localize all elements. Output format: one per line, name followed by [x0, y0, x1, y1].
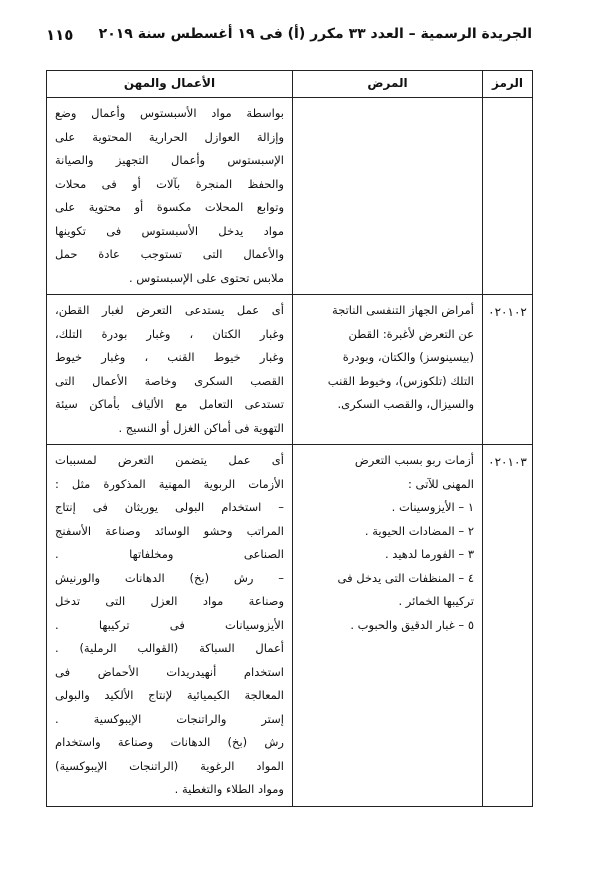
disease-description	[293, 295, 483, 445]
work-description	[47, 98, 293, 295]
disease-line: والسيزال، والقصب السكرى.	[337, 397, 474, 411]
occupational-diseases-table	[46, 70, 533, 807]
work-line: مواد يدخل الأسبستوس فى تكوينها	[55, 223, 284, 238]
work-line: ومواد الطلاء والتغطية .	[174, 782, 284, 796]
disease-line: ٢ – المضادات الحيوية .	[364, 523, 474, 538]
disease-line: أمراض الجهاز التنفسى الناتجة	[331, 303, 474, 317]
work-line: وصناعة مواد العزل التى تدخل	[55, 594, 284, 608]
disease-line: تركيبها الخمائر .	[398, 594, 474, 608]
work-line: أى عمل يتضمن التعرض لمسببات	[55, 453, 284, 467]
column-header-code: الرمز	[483, 71, 533, 98]
table-row	[47, 98, 533, 295]
disease-line: أزمات ربو بسبب التعرض	[354, 453, 474, 467]
page-number: ١١٥	[46, 26, 74, 44]
table-row	[47, 295, 533, 445]
work-description	[47, 445, 293, 807]
work-line: أعمال السباكة (القوالب الرملية) .	[55, 641, 284, 655]
work-line: والحفظ المنجرة بآلات أو فى محلات	[55, 176, 284, 191]
table-header-row	[47, 71, 533, 98]
gazette-title: الجريدة الرسمية – العدد ٣٣ مكرر (أ) فى ١٩ أغسطس سنة ٢٠١٩	[98, 26, 532, 42]
work-line: وإزالة العوازل الحرارية المحتوية على	[55, 129, 284, 144]
work-line: المعالجة الكيميائية لإنتاج الألكيد والبولى	[55, 688, 284, 702]
work-line: الصناعى ومخلفاتها .	[55, 547, 284, 561]
work-line: وتوابع المحلات مكسوة أو محتوية على	[55, 200, 284, 214]
work-line: والأعمال التى تستوجب عادة حمل	[55, 247, 284, 261]
disease-line: (بيسينوسز) والكتان، وبودرة	[342, 350, 474, 364]
work-line: استخدام أنهيدريدات الأحماض فى	[55, 664, 284, 679]
disease-line: ٥ – غبار الدقيق والحبوب .	[350, 617, 474, 632]
work-line: المراتب وحشو الوسائد وصناعة الأسفنج	[55, 523, 284, 538]
work-line: تستدعى التعامل مع الألياف بأماكن سيئة	[55, 397, 284, 411]
column-header-disease: المرض	[293, 71, 483, 98]
disease-code: ٠٢٠١٠٢	[483, 295, 533, 445]
disease-line: عن التعرض لأغبرة: القطن	[348, 326, 474, 341]
page-header	[46, 24, 532, 48]
work-line: ملابس تحتوى على الإسبستوس .	[128, 270, 284, 285]
disease-line: ٤ – المنظفات التى يدخل فى	[337, 570, 474, 585]
work-line: رش (بخ) الدهانات وصناعة واستخدام	[55, 735, 284, 749]
disease-line: ١ – الأيزوسينات .	[391, 500, 474, 514]
work-line: إستر والراتنجات الإيبوكسية .	[55, 711, 284, 726]
work-line: بواسطة مواد الأسبستوس وأعمال وضع	[55, 106, 284, 120]
disease-code: ٠٢٠١٠٣	[483, 445, 533, 807]
work-line: أى عمل يستدعى التعرض لغبار القطن،	[55, 303, 284, 317]
disease-description	[293, 98, 483, 295]
work-line: الإسبستوس وأعمال التجهيز والصيانة	[55, 153, 284, 167]
work-line: القصب السكرى وخاصة الأعمال التى	[55, 373, 284, 388]
work-line: المواد الرغوية (الراتنجات الإيبوكسية)	[55, 758, 284, 773]
table-body	[47, 98, 533, 807]
work-line: – رش (بخ) الدهانات والورنيش	[55, 570, 284, 585]
work-line: – استخدام البولى يوريثان فى إنتاج	[55, 500, 284, 514]
column-header-work: الأعمال والمهن	[47, 71, 293, 98]
disease-code	[483, 98, 533, 295]
work-line: التهوية فى أماكن الغزل أو النسيج .	[118, 420, 284, 435]
disease-line: ٣ – الفورما لدهيد .	[384, 547, 474, 561]
work-line: الأزمات الربوية المهنية المذكورة مثل :	[55, 476, 284, 491]
work-description	[47, 295, 293, 445]
work-line: الأيزوسيانات فى تركيبها .	[55, 617, 284, 632]
disease-description	[293, 445, 483, 807]
disease-line: التلك (تلكوزس)، وخيوط القنب	[327, 373, 474, 388]
table-row	[47, 445, 533, 807]
work-line: وغبار خيوط القنب ، وغبار خيوط	[55, 350, 284, 364]
work-line: وغبار الكتان ، وغبار بودرة التلك،	[55, 326, 284, 341]
disease-line: المهنى للآتى :	[407, 476, 474, 491]
